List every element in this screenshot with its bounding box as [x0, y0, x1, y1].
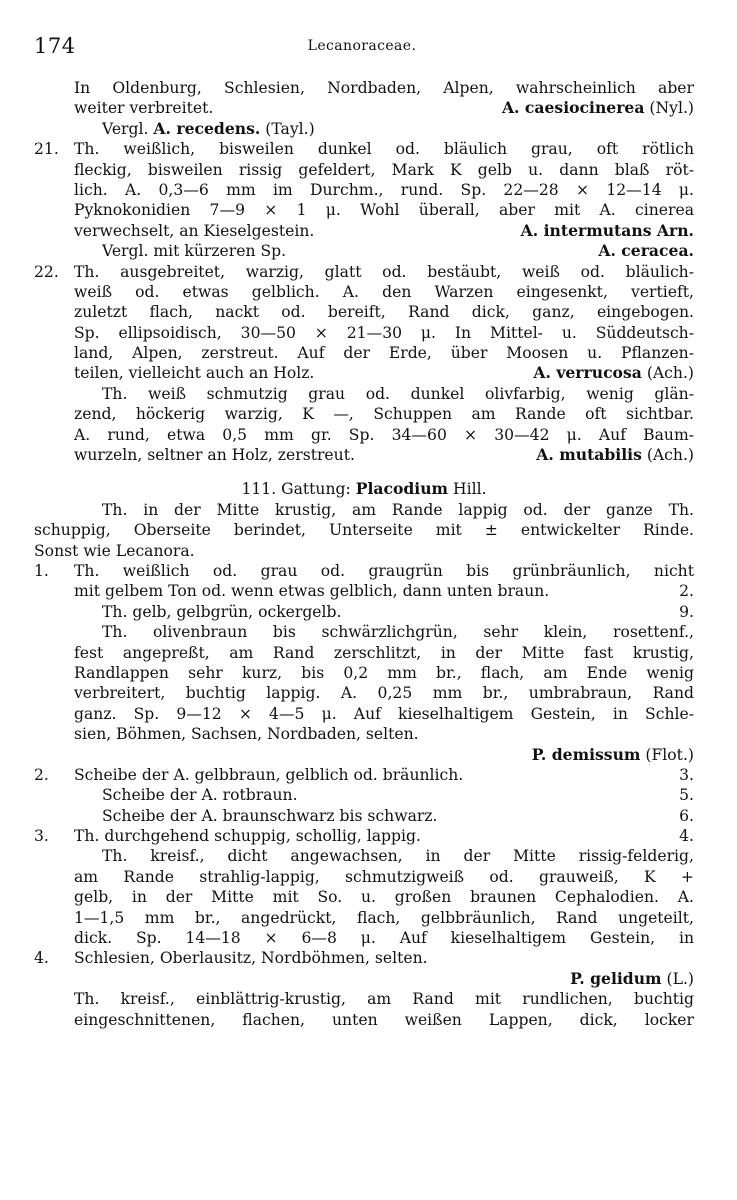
- key-1-line-2: mit gelbem Ton od. wenn etwas gelblich, dann unten braun. 2.: [74, 582, 694, 601]
- entry-22-line-4: Sp. ellipsoidisch, 30—50 × 21—30 μ. In Mittel- u. Süddeutsch-: [74, 323, 694, 342]
- key-1-line-8: ganz. Sp. 9—12 × 4—5 μ. Auf kieselhaltigem Gestein, in Schle-: [74, 704, 694, 723]
- key-number: 2.: [34, 765, 49, 784]
- key-1-line-1: 1. Th. weißlich od. grau od. graugrün bis grünbräunlich, nicht: [34, 561, 694, 580]
- key-reference: 2.: [679, 582, 694, 601]
- key-3-line-7: 4. Schlesien, Oberlausitz, Nordböhmen, selten.: [34, 949, 428, 968]
- key-reference: 4.: [679, 827, 694, 846]
- species-name-verrucosa: A. verrucosa (Ach.): [533, 363, 694, 383]
- entry-21-line-5: verwechselt, an Kieselgestein. A. intermutans Arn.: [74, 220, 694, 240]
- entry-22-line-6: teilen, vielleicht auch an Holz. A. verrucosa (Ach.): [74, 363, 694, 383]
- section-spacer: [34, 465, 694, 479]
- genus-desc-line-2: schuppig, Oberseite berindet, Unterseite mit ± entwickelter Rinde.: [34, 521, 694, 540]
- intro-vergl-line: Vergl. A. recedens. (Tayl.): [102, 118, 315, 138]
- key-number: 1.: [34, 561, 49, 580]
- key-1-line-7: verbreitert, buchtig lappig. A. 0,25 mm br., umbrabraun, Rand: [74, 684, 694, 703]
- species-name-caesiocinerea: A. caesiocinerea (Nyl.): [501, 98, 694, 118]
- running-head: Lecanoraceae.: [307, 38, 417, 54]
- key-1-line-3: Th. gelb, gelbgrün, ockergelb. 9.: [102, 602, 694, 621]
- entry-21-line-1: 21. Th. weißlich, bisweilen dunkel od. bläulich grau, oft rötlich: [34, 140, 694, 159]
- key-3-line-8: [34, 969, 694, 989]
- key-3-line-2: Th. kreisf., dicht angewachsen, in der Mitte rissig-felderig,: [102, 847, 694, 866]
- species-name-mutabilis: A. mutabilis (Ach.): [536, 445, 694, 465]
- entry-21-line-2: fleckig, bisweilen rissig gefeldert, Mark K gelb u. dann blaß röt-: [74, 160, 694, 179]
- key-1-line-4: Th. olivenbraun bis schwärzlichgrün, sehr klein, rosettenf.,: [102, 623, 694, 642]
- genus-name: Placodium: [355, 479, 449, 499]
- key-2-line-3: Scheibe der A. braunschwarz bis schwarz. 6.: [102, 806, 694, 825]
- species-name-ceracea: A. ceracea.: [598, 241, 694, 261]
- species-name-intermutans: A. intermutans Arn.: [520, 220, 694, 240]
- key-1-line-9: sien, Böhmen, Sachsen, Nordbaden, selten.: [74, 725, 419, 744]
- key-reference: 5.: [679, 786, 694, 805]
- key-3-line-3: am Rande strahlig-lappig, schmutzigweiß od. grauweiß, K +: [74, 867, 694, 886]
- key-reference: 3.: [679, 765, 694, 784]
- key-3-line-4: gelb, in der Mitte mit So. u. großen braunen Cephalodien. A.: [74, 888, 694, 907]
- entry-22-line-1: 22. Th. ausgebreitet, warzig, glatt od. bestäubt, weiß od. bläulich-: [34, 262, 694, 281]
- key-1-line-10: [34, 745, 694, 765]
- key-reference: 6.: [679, 806, 694, 825]
- genus-desc-line-1: Th. in der Mitte krustig, am Rande lappig od. der ganze Th.: [102, 500, 694, 519]
- genus-desc-line-3: Sonst wie Lecanora.: [34, 541, 195, 560]
- entry-22-line-9: A. rund, etwa 0,5 mm gr. Sp. 34—60 × 30—42 μ. Auf Baum-: [74, 425, 694, 444]
- intro-line-1: In Oldenburg, Schlesien, Nordbaden, Alpen, wahrscheinlich aber: [74, 79, 694, 97]
- key-3-line-5: 1—1,5 mm br., angedrückt, flach, gelbbräunlich, Rand ungeteilt,: [74, 908, 694, 927]
- intro-line-2: [34, 98, 694, 118]
- key-number: 4.: [34, 949, 49, 968]
- key-reference: 9.: [679, 602, 694, 621]
- entry-number: 22.: [34, 262, 59, 281]
- genus-heading: 111. Gattung: Placodium Hill.: [241, 479, 487, 499]
- key-3-line-1: 3. Th. durchgehend schuppig, schollig, lappig. 4.: [34, 827, 694, 846]
- entry-22-line-2: weiß od. etwas gelblich. A. den Warzen eingesenkt, vertieft,: [74, 282, 694, 301]
- entry-21-line-6: Vergl. mit kürzeren Sp. A. ceracea.: [102, 241, 694, 261]
- key-1-line-5: fest angepreßt, am Rand zerschlitzt, in der Mitte fast krustig,: [74, 643, 694, 662]
- entry-22-line-10: wurzeln, seltner an Holz, zerstreut. A. mutabilis (Ach.): [74, 445, 694, 465]
- entry-22-line-8: zend, höckerig warzig, K —, Schuppen am Rande oft sichtbar.: [74, 405, 694, 424]
- species-name-recedens: A. recedens.: [153, 118, 261, 138]
- key-1-line-6: Randlappen sehr kurz, bis 0,2 mm br., flach, am Ende wenig: [74, 663, 694, 682]
- entry-22-line-5: land, Alpen, zerstreut. Auf der Erde, über Moosen u. Pflanzen-: [74, 344, 694, 363]
- key-2-line-1: 2. Scheibe der A. gelbbraun, gelblich od. bräunlich. 3.: [34, 765, 694, 784]
- species-name-gelidum: P. gelidum (L.): [570, 968, 694, 988]
- key-3-line-6: dick. Sp. 14—18 × 6—8 μ. Auf kieselhaltigem Gestein, in: [74, 929, 694, 948]
- entry-number: 21.: [34, 140, 59, 159]
- entry-21-line-3: lich. A. 0,3—6 mm im Durchm., rund. Sp. 22—28 × 12—14 μ.: [74, 180, 694, 199]
- key-2-line-2: Scheibe der A. rotbraun. 5.: [102, 786, 694, 805]
- entry-22-line-3: zuletzt flach, nackt od. bereift, Rand dick, ganz, eingebogen.: [74, 303, 694, 322]
- page-header: [34, 34, 690, 64]
- intro-text: weiter verbreitet.: [74, 99, 214, 118]
- page-body: [34, 78, 694, 1030]
- entry-22-line-7: Th. weiß schmutzig grau od. dunkel olivfarbig, wenig glän-: [102, 384, 694, 403]
- key-4-line-2: eingeschnittenen, flachen, unten weißen Lappen, dick, locker: [74, 1010, 694, 1029]
- page-number: 174: [34, 34, 76, 58]
- key-number: 3.: [34, 827, 49, 846]
- species-name-demissum: P. demissum (Flot.): [531, 744, 694, 764]
- key-4-line-1: Th. kreisf., einblättrig-krustig, am Rand mit rundlichen, buchtig: [74, 990, 694, 1009]
- entry-21-line-4: Pyknokonidien 7—9 × 1 μ. Wohl überall, aber mit A. cinerea: [74, 201, 694, 220]
